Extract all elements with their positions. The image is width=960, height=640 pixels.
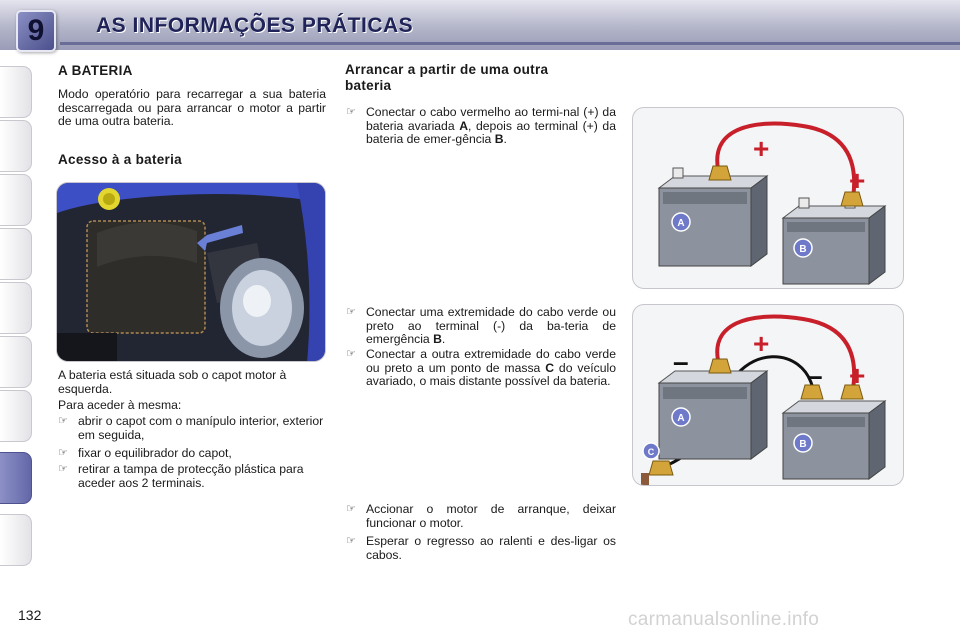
plus-sign-a: +: [753, 328, 770, 359]
access-step-1-text: abrir o capot com o manípulo interior, exterior em seguida,: [78, 414, 324, 442]
access-step-3-text: retirar a tampa de protecção plástica para aceder aos 2 terminais.: [78, 462, 304, 490]
battery-a-label: A: [677, 413, 685, 424]
battery-a-label: A: [677, 218, 685, 229]
pointing-hand-icon: ☞: [346, 535, 356, 547]
chapter-tab-2[interactable]: [0, 120, 32, 172]
chapter-tab-4[interactable]: [0, 228, 32, 280]
jump-step-1: ☞ Conectar o cabo vermelho ao termi-nal (+) da bateria avariada A, depois ao terminal (+) da bateria de emer-gência B.: [346, 105, 616, 146]
minus-sign-b: –: [807, 360, 823, 391]
battery-b-label: B: [799, 244, 807, 255]
jump-step-3: ☞ Conectar a outra extremidade do cabo verde ou preto a um ponto de massa C do veículo avariado, o mais distante possível da bateria.: [346, 347, 616, 388]
pointing-hand-icon: ☞: [58, 415, 68, 427]
chapter-badge: [16, 10, 56, 52]
pointing-hand-icon: ☞: [346, 503, 356, 515]
access-step-3: [58, 463, 326, 490]
plus-sign-a: +: [753, 133, 770, 164]
chapter-tab-3[interactable]: [0, 174, 32, 226]
minus-sign-a: –: [673, 346, 689, 377]
chapter-tab-9-active[interactable]: [0, 452, 32, 504]
battery-a-icon: [659, 168, 767, 266]
battery-b-label: B: [799, 439, 807, 450]
diagram-black-cable: [632, 304, 904, 486]
plus-sign-b: +: [849, 360, 866, 391]
section-title-jump-start: [345, 62, 615, 94]
diagram-red-cable: [632, 107, 904, 289]
battery-b-icon: [783, 401, 885, 479]
battery-b-icon: [783, 198, 885, 284]
chapter-tab-10[interactable]: [0, 514, 32, 566]
chapter-number: 9: [27, 14, 45, 47]
chapter-tab-5[interactable]: [0, 282, 32, 334]
header-underline: [60, 42, 960, 45]
pointing-hand-icon: ☞: [346, 306, 356, 318]
steps-intro: Para aceder à mesma:: [58, 398, 182, 412]
plus-sign-b: +: [849, 165, 866, 196]
intro-paragraph: Modo operatório para recarregar a sua bateria descarregada ou para arrancar o motor a partir de uma outra bateria.: [58, 87, 326, 128]
watermark: carmanualsonline.info: [628, 609, 820, 630]
pointing-hand-icon: ☞: [346, 106, 356, 118]
pointing-hand-icon: ☞: [58, 463, 68, 475]
pointing-hand-icon: ☞: [58, 447, 68, 459]
access-step-1: [58, 415, 326, 442]
jump-step-2: ☞ Conectar uma extremidade do cabo verde ou preto ao terminal (-) da ba-teria de emergência B.: [346, 305, 616, 346]
jump-step-5: ☞ Esperar o regresso ao ralenti e des-ligar os cabos.: [346, 534, 616, 562]
section-title-line-1: Arrancar a partir de uma outra: [345, 62, 549, 77]
engine-bay-photo: [56, 182, 326, 362]
chapter-tab-6[interactable]: [0, 336, 32, 388]
section-title-battery: A BATERIA: [58, 63, 133, 78]
pointing-hand-icon: ☞: [346, 348, 356, 360]
photo-caption: A bateria está situada sob o capot motor à esquerda.: [58, 368, 287, 396]
page-title: AS INFORMAÇÕES PRÁTICAS: [96, 14, 414, 37]
chapter-tab-1[interactable]: [0, 66, 32, 118]
jump-step-4: ☞ Accionar o motor de arranque, deixar funcionar o motor.: [346, 502, 616, 530]
access-step-2-text: fixar o equilibrador do capot,: [78, 446, 232, 460]
page-number: 132: [18, 607, 42, 623]
ground-point-label: C: [647, 447, 655, 457]
chapter-tab-7[interactable]: [0, 390, 32, 442]
battery-a-icon: [659, 371, 767, 459]
access-step-2: [58, 447, 326, 461]
subsection-title-access: Acesso à a bateria: [58, 152, 182, 167]
section-title-line-2: bateria: [345, 78, 392, 93]
